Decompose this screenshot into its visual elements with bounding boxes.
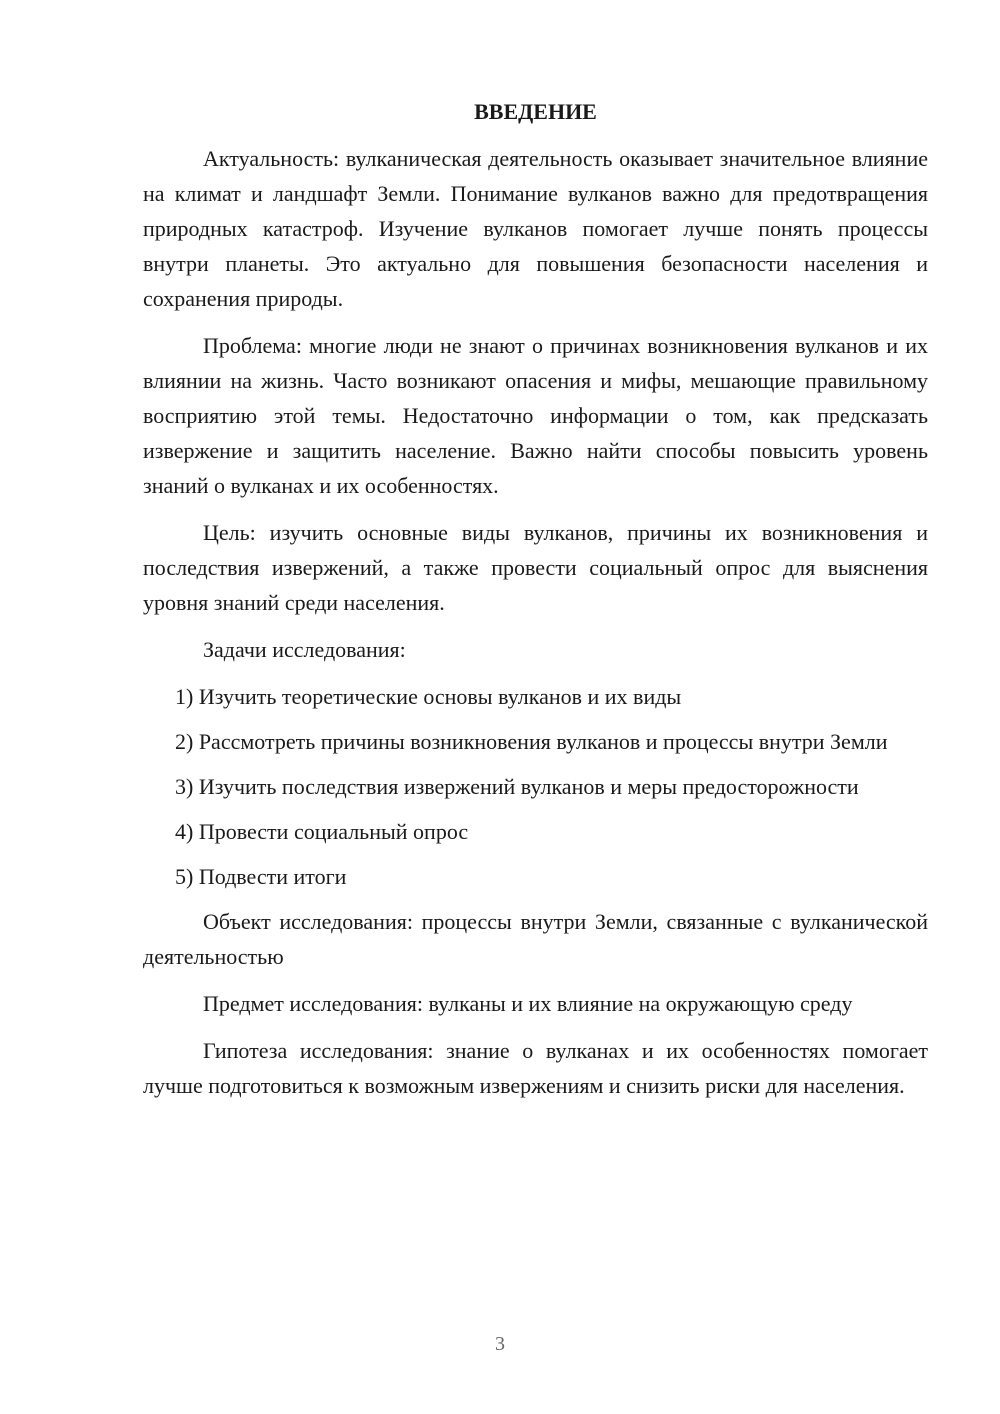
page-title: ВВЕДЕНИЕ [474,99,597,124]
page-number: 3 [495,1333,505,1355]
task-item-3: 3) Изучить последствия извержений вулканов и меры предосторожности [175,774,859,799]
hypothesis-paragraph: Гипотеза исследования: знание о вулканах и их особенностях помогает лучше подготовиться к возможным извержениям и снизить риски для населения. [143,1038,928,1098]
subject-paragraph: Предмет исследования: вулканы и их влияние на окружающую среду [203,991,853,1016]
goal-paragraph: Цель: изучить основные виды вулканов, причины их возникновения и последствия извержений, а также провести социальный опрос для выяснения уровня знаний среди населения. [143,520,928,615]
object-paragraph: Объект исследования: процессы внутри Земли, связанные с вулканической деятельностью [143,909,928,969]
tasks-heading: Задачи исследования: [203,637,406,662]
task-item-1: 1) Изучить теоретические основы вулканов и их виды [175,684,682,709]
task-item-2: 2) Рассмотреть причины возникновения вулканов и процессы внутри Земли [175,729,888,754]
page-body [143,94,928,1115]
task-item-4: 4) Провести социальный опрос [175,819,469,844]
problem-paragraph: Проблема: многие люди не знают о причинах возникновения вулканов и их влиянии на жизнь. Часто возникают опасения и мифы, мешающие правильному восприятию этой темы. Недостаточно информации о том, как предсказать извержение и защитить население. Важно найти способы повысить уровень знаний о вулканах и их особенностях. [143,333,928,498]
task-item-5: 5) Подвести итоги [175,864,347,889]
relevance-paragraph: Актуальность: вулканическая деятельность оказывает значительное влияние на климат и ландшафт Земли. Понимание вулканов важно для предотвращения природных катастроф. Изучение вулканов помогает лучше понять процессы внутри планеты. Это актуально для повышения безопасности населения и сохранения природы. [143,146,928,311]
